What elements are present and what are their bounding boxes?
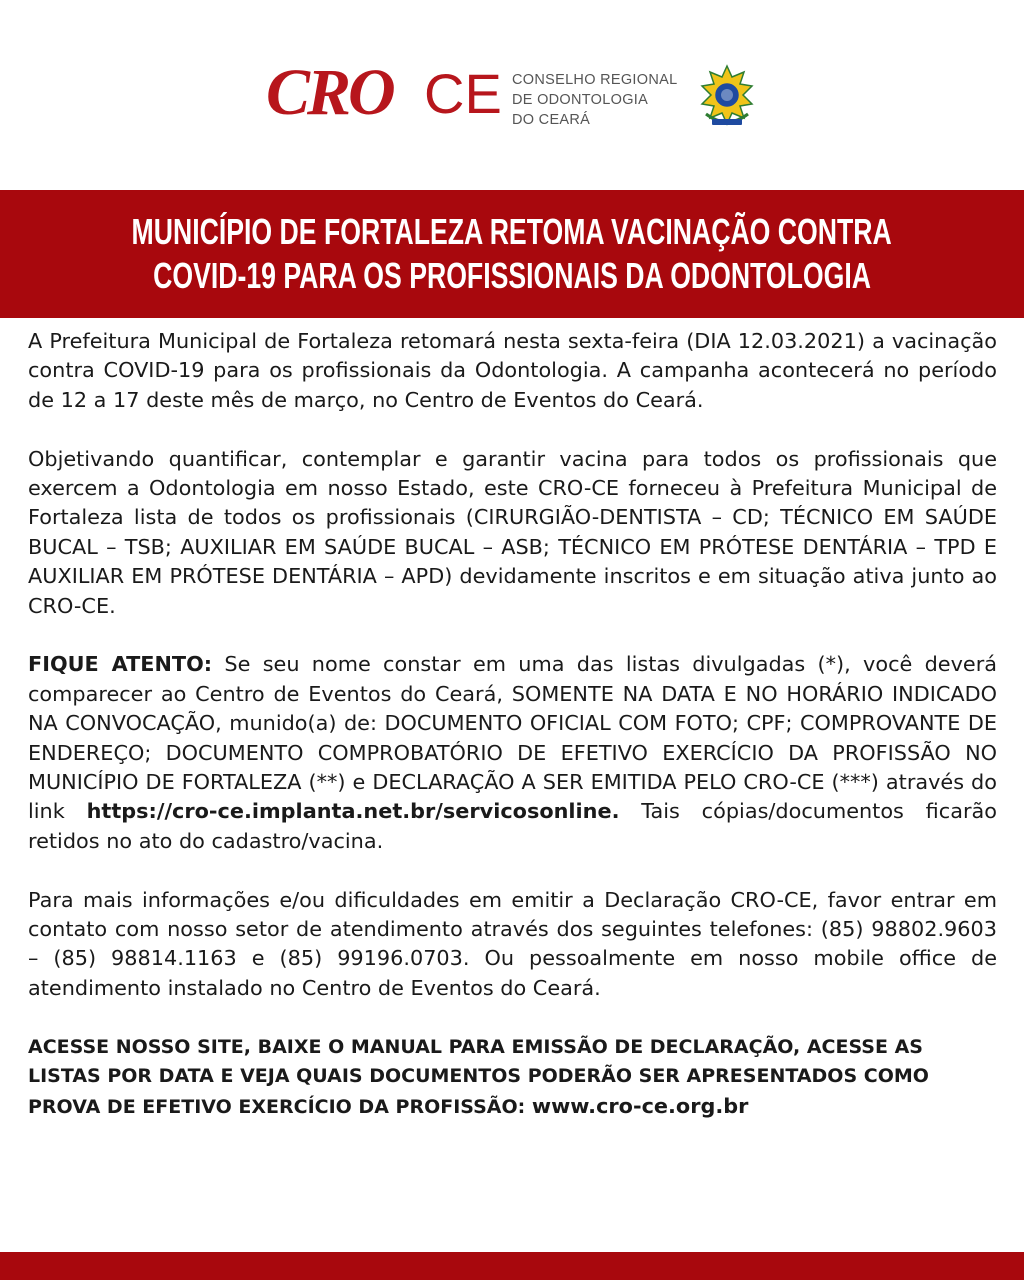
announcement-body (28, 327, 997, 1151)
org-name-line-3: DO CEARÁ (512, 112, 591, 128)
footer-band (0, 1252, 1024, 1280)
header (0, 0, 1024, 190)
paragraph-vaccination-date: A Prefeitura Municipal de Fortaleza retomará nesta sexta-feira (DIA 12.03.2021) a vacinação contra COVID-19 para os profissionais da Odontologia. A campanha acontecerá no período de 12 a 17 deste mês de março, no Centro de Eventos do Ceará. (28, 329, 997, 412)
attention-tail: Tais cópias/documentos ficarão retidos no ato do cadastro/vacina. (28, 799, 997, 853)
site-info-text: ACESSE NOSSO SITE, BAIXE O MANUAL PARA EMISSÃO DE DECLARAÇÃO, ACESSE AS LISTAS POR DATA E VEJA QUAIS DOCUMENTOS PODERÃO SER APRESENTADOS COMO PROVA DE EFETIVO EXERCÍCIO DA PROFISSÃO: (28, 1035, 929, 1118)
title-banner (0, 190, 1024, 318)
paragraph-attention (28, 650, 997, 856)
org-name-line-2: DE ODONTOLOGIA (512, 92, 649, 108)
attention-label: FIQUE ATENTO: (28, 652, 213, 677)
paragraph-contact-phones: Para mais informações e/ou dificuldades em emitir a Declaração CRO-CE, favor entrar em contato com nosso setor de atendimento através dos seguintes telefones: (85) 98802.9603 – (85) 98814.1163 e (85) 99196.0703. Ou pessoalmente em nosso mobile office de atendimento instalado no Centro de Eventos do Ceará. (28, 887, 997, 1000)
ce-logo-text: CE (424, 62, 502, 125)
brazil-coat-of-arms-icon (694, 64, 760, 130)
headline-line-1: MUNICÍPIO DE FORTALEZA RETOMA VACINAÇÃO CONTRA (131, 211, 893, 252)
organization-name (512, 70, 702, 130)
paragraph-site-info (28, 1033, 997, 1122)
headline-line-2: COVID-19 PARA OS PROFISSIONAIS DA ODONTOLOGIA (153, 255, 871, 296)
services-link[interactable]: https://cro-ce.implanta.net.br/servicosonline. (86, 799, 620, 824)
paragraph-professionals-list: Objetivando quantificar, contemplar e garantir vacina para todos os profissionais que exercem a Odontologia em nosso Estado, este CRO-CE forneceu à Prefeitura Municipal de Fortaleza lista de todos os profissionais (CIRURGIÃO-DENTISTA – CD; TÉCNICO EM SAÚDE BUCAL – TSB; AUXILIAR EM SAÚDE BUCAL – ASB; TÉCNICO EM PRÓTESE DENTÁRIA – TPD E AUXILIAR EM PRÓTESE DENTÁRIA – APD) devidamente inscritos e em situação ativa junto ao CRO-CE. (28, 446, 997, 618)
website-link[interactable]: www.cro-ce.org.br (531, 1093, 749, 1118)
attention-text: Se seu nome constar em uma das listas divulgadas (*), você deverá comparecer ao Centro de Eventos do Ceará, SOMENTE NA DATA E NO HORÁRIO INDICADO NA CONVOCAÇÃO, munido(a) de: DOCUMENTO OFICIAL COM FOTO; CPF; COMPROVANTE DE ENDEREÇO; DOCUMENTO COMPROBATÓRIO DE EFETIVO EXERCÍCIO DA PROFISSÃO NO MUNICÍPIO DE FORTALEZA (**) e DECLARAÇÃO A SER EMITIDA PELO CRO-CE (***) através do link (28, 652, 997, 824)
org-name-line-1: CONSELHO REGIONAL (512, 72, 678, 88)
cro-logo: CRO (266, 56, 393, 129)
